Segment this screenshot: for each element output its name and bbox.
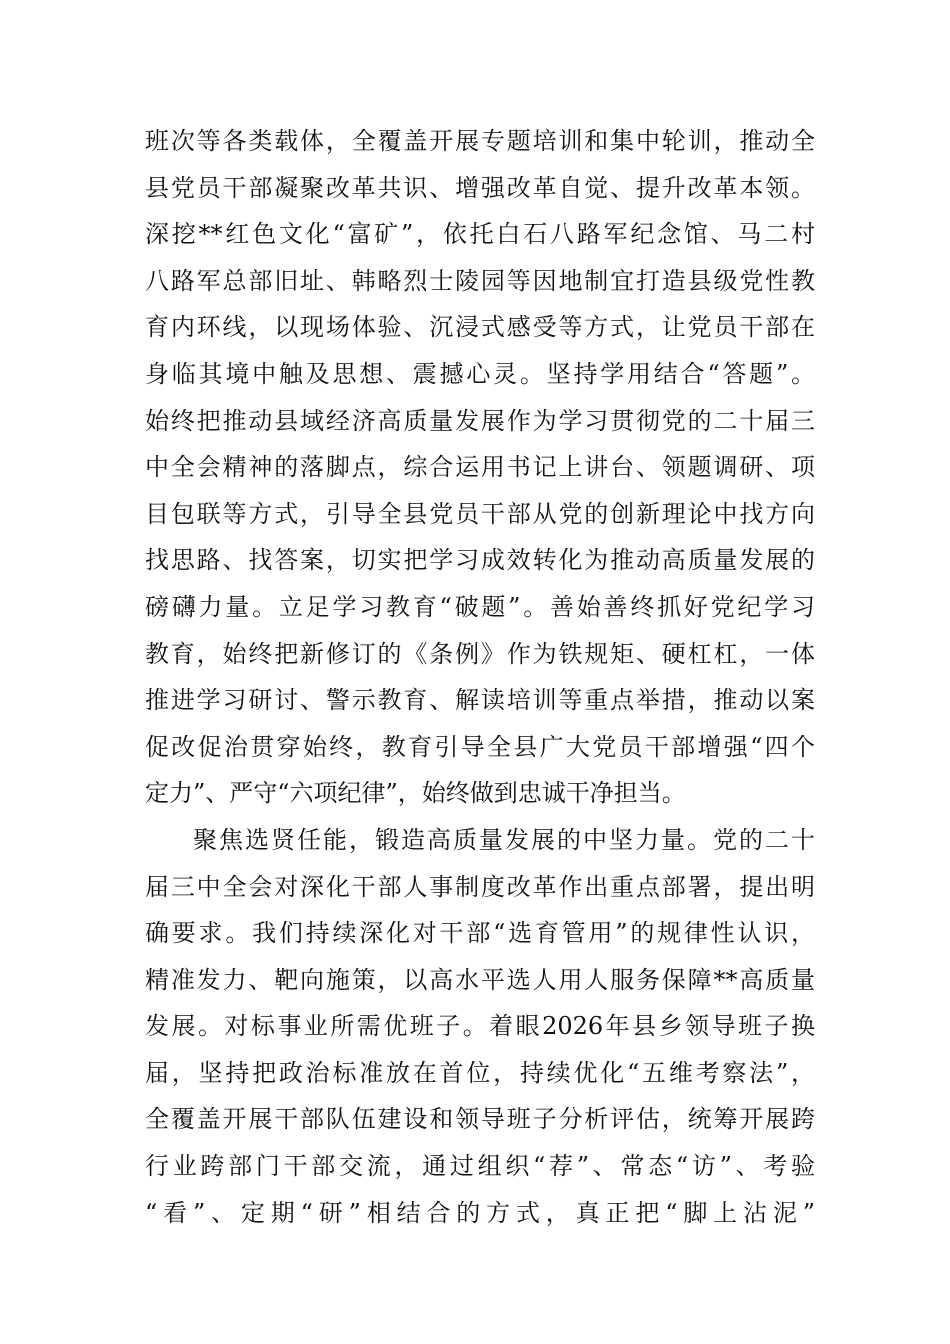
- paragraph-end-line: 定力”、严守“六项纪律”，始终做到忠诚干净担当。: [145, 779, 686, 808]
- text-line: 班次等各类载体，全覆盖开展专题培训和集中轮训，推动全: [145, 127, 815, 155]
- text-line: 身临其境中触及思想、震撼心灵。坚持学用结合“答题”。: [145, 359, 815, 388]
- text-line: 始终把推动县域经济高质量发展作为学习贯彻党的二十届三: [145, 406, 815, 435]
- text-line: 发展。对标事业所需优班子。着眼2026年县乡领导班子换: [145, 1012, 815, 1041]
- text-line: 确要求。我们持续深化对干部“选育管用”的规律性认识，: [145, 919, 815, 948]
- paragraph-start-line: 聚焦选贤任能，锻造高质量发展的中坚力量。党的二十: [193, 825, 815, 854]
- text-line: 磅礴力量。立足学习教育“破题”。善始善终抓好党纪学习: [145, 592, 815, 621]
- text-line: 届三中全会对深化干部人事制度改革作出重点部署，提出明: [145, 872, 815, 901]
- text-line: 找思路、找答案，切实把学习成效转化为推动高质量发展的: [145, 546, 815, 575]
- text-line: 促改促治贯穿始终，教育引导全县广大党员干部增强“四个: [145, 732, 815, 761]
- text-line: 中全会精神的落脚点，综合运用书记上讲台、领题调研、项: [145, 453, 815, 482]
- text-line: 教育，始终把新修订的《条例》作为铁规矩、硬杠杠，一体: [145, 639, 815, 668]
- text-line: 行业跨部门干部交流，通过组织“荐”、常态“访”、考验: [145, 1152, 815, 1181]
- text-line: 目包联等方式，引导全县党员干部从党的创新理论中找方向: [145, 499, 815, 528]
- text-line: 推进学习研讨、警示教育、解读培训等重点举措，推动以案: [145, 686, 815, 715]
- text-line: 县党员干部凝聚改革共识、增强改革自觉、提升改革本领。: [145, 173, 815, 202]
- text-line: 深挖**红色文化“富矿”，依托白石八路军纪念馆、马二村: [145, 220, 815, 249]
- text-line: 育内环线，以现场体验、沉浸式感受等方式，让党员干部在: [145, 313, 815, 342]
- text-line: 届，坚持把政治标准放在首位，持续优化“五维考察法”，: [145, 1058, 815, 1087]
- text-line: “看”、定期“研”相结合的方式，真正把“脚上沾泥”: [145, 1198, 815, 1227]
- text-line: 全覆盖开展干部队伍建设和领导班子分析评估，统筹开展跨: [145, 1105, 815, 1134]
- text-line: 八路军总部旧址、韩略烈士陵园等因地制宜打造县级党性教: [145, 266, 815, 295]
- body-text: [145, 118, 815, 1236]
- text-line: 精准发力、靶向施策，以高水平选人用人服务保障**高质量: [145, 965, 815, 994]
